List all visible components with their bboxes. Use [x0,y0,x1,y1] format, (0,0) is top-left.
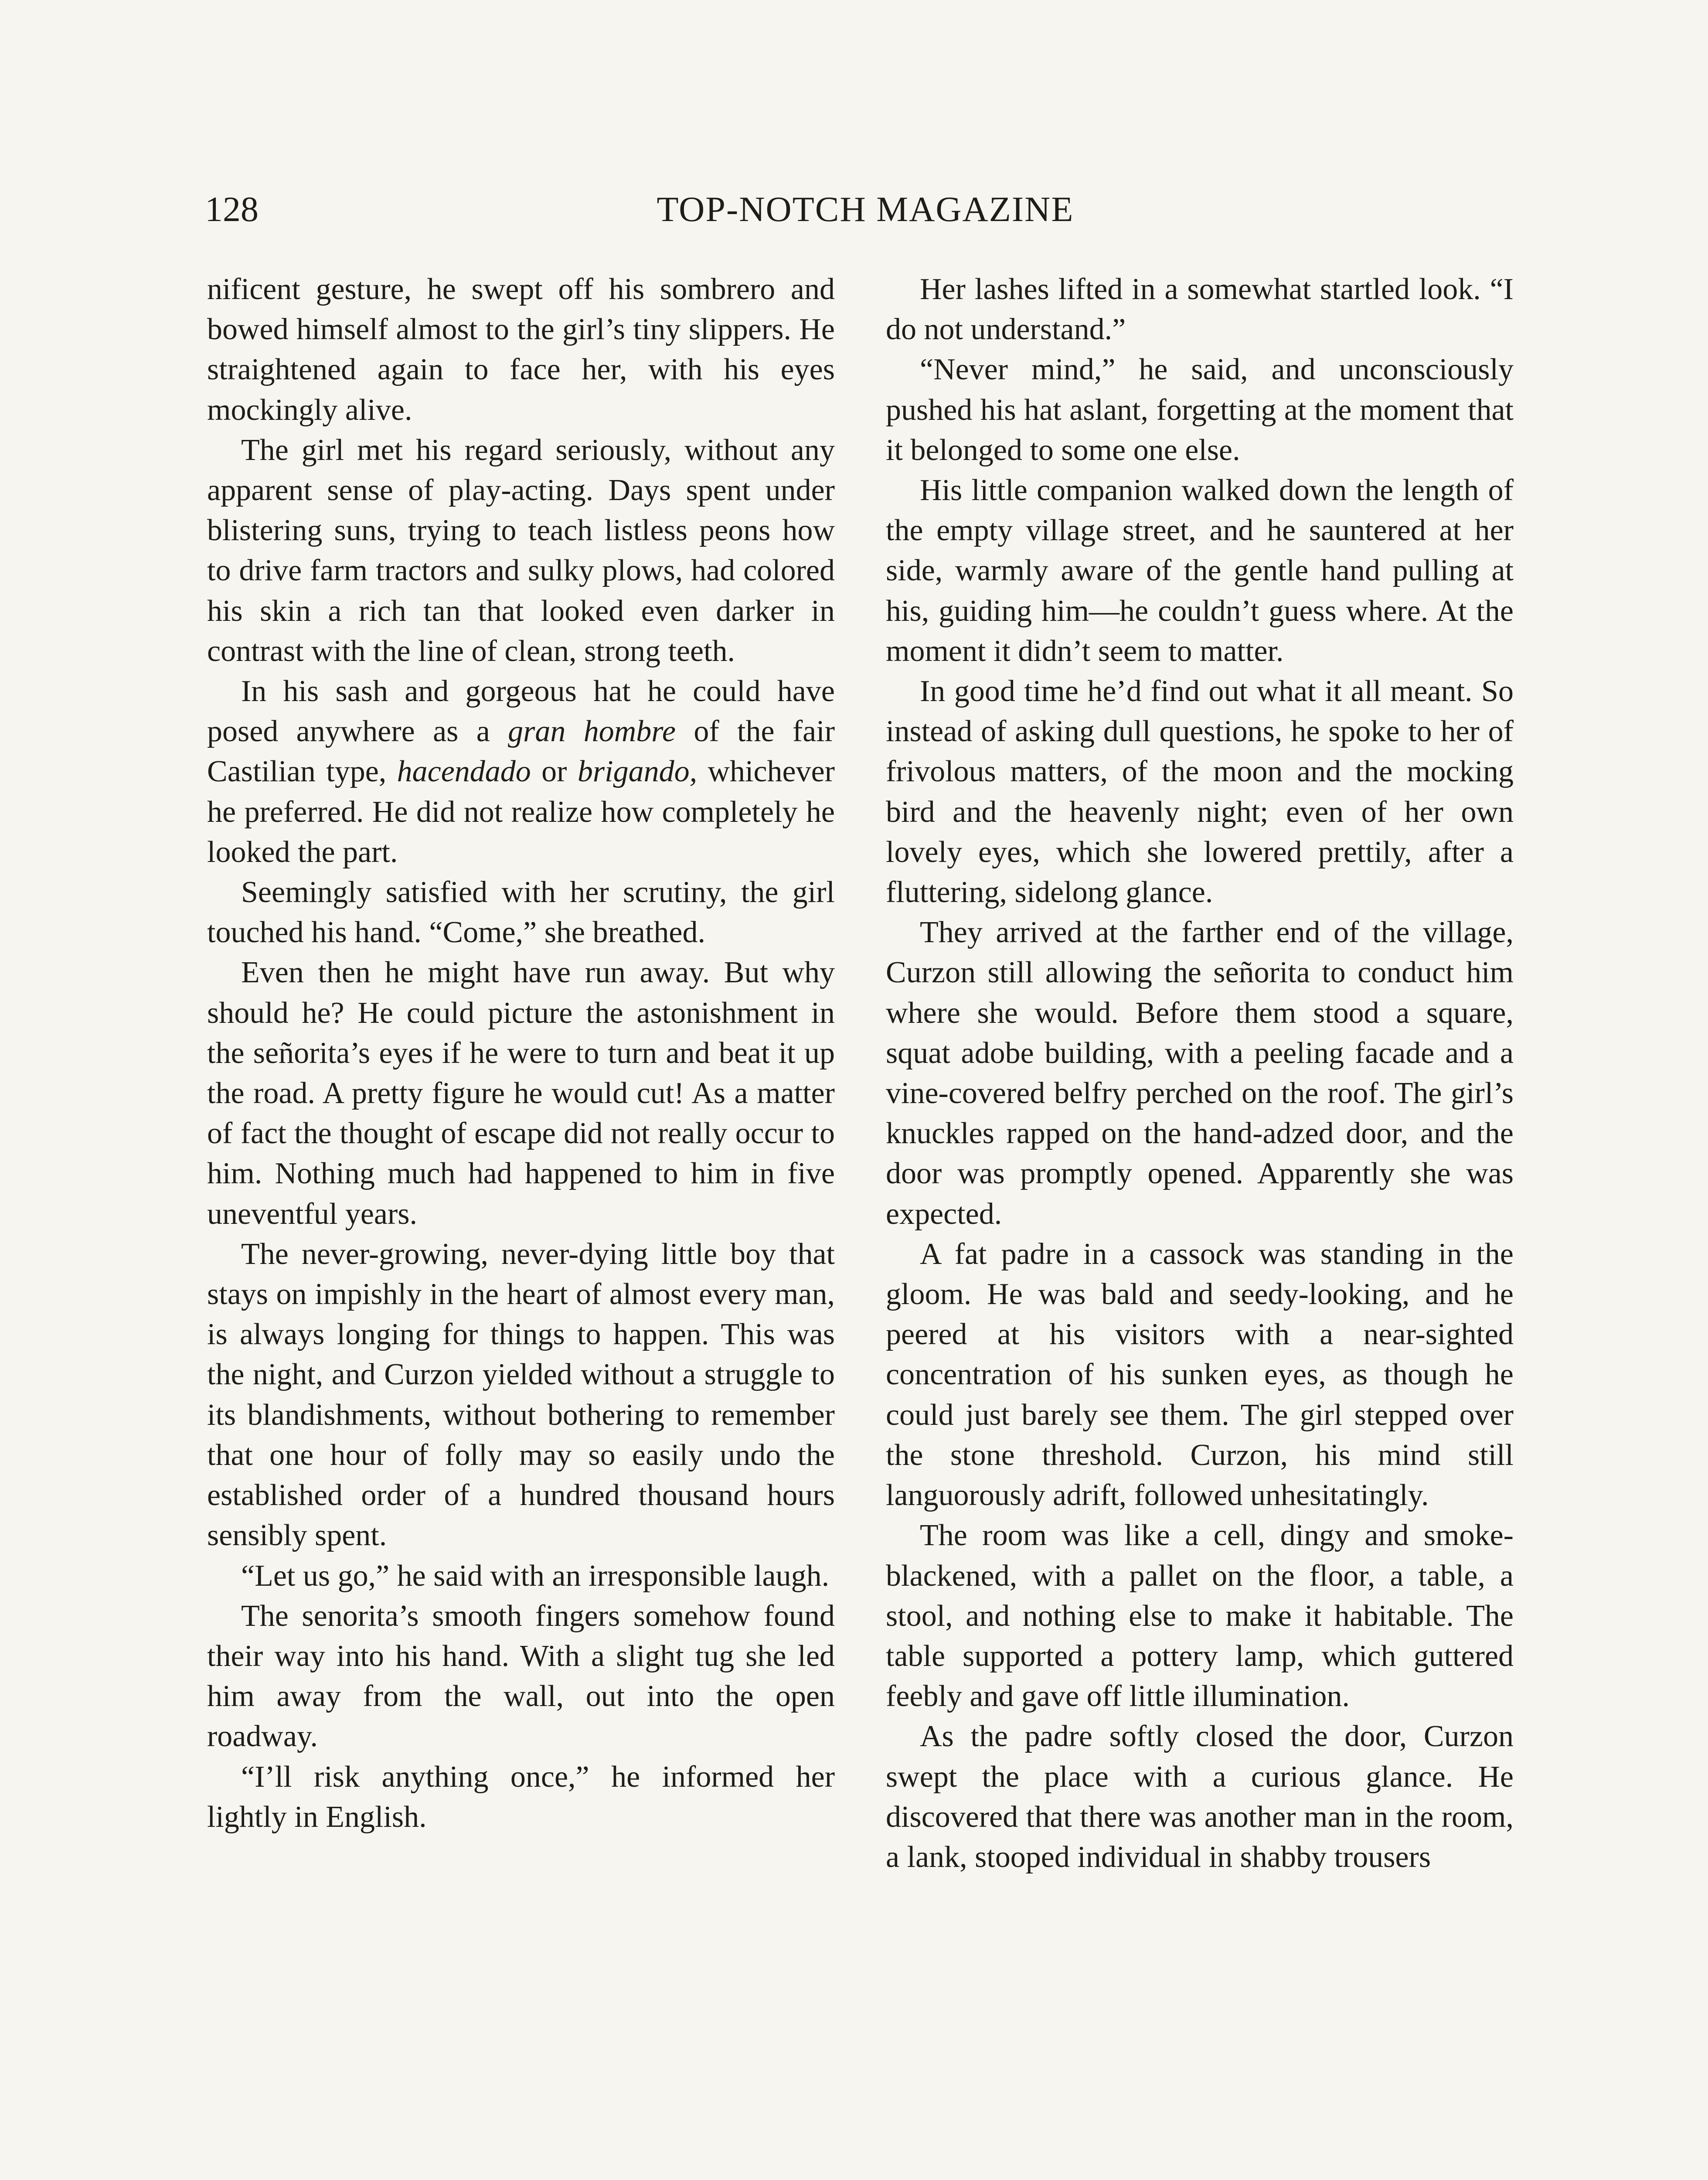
paragraph: The never-growing, never-dying little boy that stays on impishly in the heart of almost every man, is always longing for things to happen. This was the night, and Curzon yielded without a struggle to its blandishments, without bothering to remember that one hour of folly may so easily undo the established order of a hundred thousand hours sensibly spent. [207,1237,835,1553]
paragraph: “Never mind,” he said, and unconsciously pushed his hat aslant, forgetting at the moment that it belonged to some one else. [886,353,1514,467]
paragraph: The senorita’s smooth fingers somehow found their way into his hand. With a slight tug she led him away from the wall, out into the open roadway. [207,1599,835,1754]
paragraph: nificent gesture, he swept off his sombrero and bowed himself almost to the girl’s tiny slippers. He straightened again to face her, with his eyes mockingly alive. [207,272,835,427]
paragraph: “I’ll risk anything once,” he informed her lightly in English. [207,1760,835,1834]
paragraph: In his sash and gorgeous hat he could have posed anywhere as a gran hombre of the fair Castilian type, hacendado or brigando, whichever he preferred. He did not realize how completely he looked the part. [207,674,835,869]
paragraph: His little companion walked down the length of the empty village street, and he sauntered at her side, warmly aware of the gentle hand pulling at his, guiding him—he couldn’t guess where. At the moment it didn’t seem to matter. [886,473,1514,668]
paragraph: As the padre softly closed the door, Curzon swept the place with a curious glance. He discovered that there was another man in the room, a lank, stooped individual in shabby trousers [886,1720,1514,1874]
paragraph: The room was like a cell, dingy and smoke-blackened, with a pallet on the floor, a table, a stool, and nothing else to make it habitable. The table supported a pottery lamp, which guttered feebly and gave off little illumination. [886,1519,1514,1713]
paragraph: The girl met his regard seriously, without any apparent sense of play-acting. Days spent under blistering suns, trying to teach listless peons how to drive farm tractors and sulky plows, had colored his skin a rich tan that looked even darker in contrast with the line of clean, strong teeth. [207,433,835,668]
left-text-column [207,269,835,1837]
paragraph: A fat padre in a cassock was standing in the gloom. He was bald and seedy-looking, and he peered at his visitors with a near-sighted concentration of his sunken eyes, as though he could just barely see them. The girl stepped over the stone threshold. Curzon, his mind still languorously adrift, followed unhesitatingly. [886,1237,1514,1512]
paragraph: Even then he might have run away. But why should he? He could picture the astonishment in the señorita’s eyes if he were to turn and beat it up the road. A pretty figure he would cut! As a matter of fact the thought of escape did not really occur to him. Nothing much had happened to him in five uneventful years. [207,956,835,1231]
right-text-column [886,269,1514,1877]
page-number: 128 [205,189,259,229]
paragraph: Her lashes lifted in a somewhat startled look. “I do not understand.” [886,272,1514,347]
paragraph: They arrived at the farther end of the village, Curzon still allowing the señorita to conduct him where she would. Before them stood a square, squat adobe building, with a peeling facade and a vine-covered belfry perched on the roof. The girl’s knuckles rapped on the hand-adzed door, and the door was promptly opened. Apparently she was expected. [886,916,1514,1231]
running-title: TOP-NOTCH MAGAZINE [657,189,1074,229]
paragraph: Seemingly satisfied with her scrutiny, the girl touched his hand. “Come,” she breathed. [207,875,835,950]
paragraph: In good time he’d find out what it all meant. So instead of asking dull questions, he spoke to her of frivolous matters, of the moon and the mocking bird and the heavenly night; even of her own lovely eyes, which she lowered prettily, after a fluttering, sidelong glance. [886,674,1514,909]
paragraph: “Let us go,” he said with an irresponsible laugh. [241,1559,830,1593]
